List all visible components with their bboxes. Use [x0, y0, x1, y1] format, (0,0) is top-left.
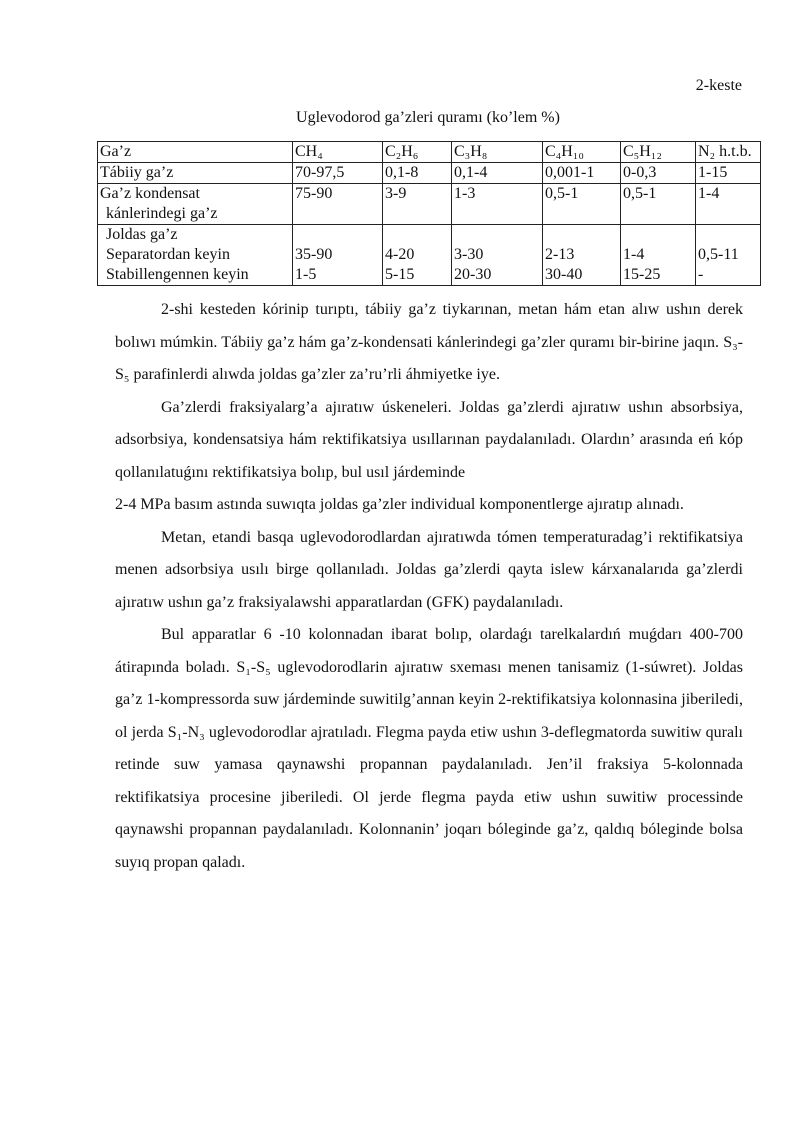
value-separator: 4-20: [385, 246, 415, 263]
cell-gas-name: Tábiiy ga’z: [98, 163, 293, 184]
value-stabilized: 1-5: [295, 266, 317, 283]
value-separator: 2-13: [545, 246, 575, 263]
paragraph: Metan, etandi basqa uglevodorodlardan ajıratıwda tómen temperaturadag’i rektifikatsiya menen adsorbsiya usılı birge qollanıladı. Joldas ga’zlerdi qayta islew kárxanalarıda ga’zlerdi ajıratıw ushın ga’z fraksiyalawshi apparatlardan (GFK) paydalanıladı.: [115, 528, 743, 611]
paragraph: 2-4 MPa basım astında suwıqta joldas ga’zler individual komponentlerge ajıratıp alınadı.: [115, 496, 684, 513]
value-stabilized: 30-40: [545, 266, 583, 283]
table-row: [98, 184, 761, 225]
value-stabilized: 15-25: [623, 266, 661, 283]
gas-name-line: Ga’z kondensat: [100, 185, 200, 202]
value-separator: 0,5-11: [698, 246, 739, 263]
cell-value: 0,5-1: [621, 184, 696, 225]
cell-value: 1-4: [696, 184, 761, 225]
body-text: [115, 294, 743, 879]
gas-name-line: kánlerindegi ga’z: [106, 205, 218, 222]
cell-value: 0,1-4: [452, 163, 543, 184]
paragraph: Ga’zlerdi fraksiyalarg’a ajıratıw úskeneleri. Joldas ga’zlerdi ajıratıw ushın absorbsiya, adsorbsiya, kondensatsiya hám rektifikatsiya usıllarınan paydalanıladı. Olardın’ arasında eń kóp qollanılatuǵını rektifikatsiya bolıp, bul usıl járdeminde: [115, 398, 743, 481]
cell-value: 1-15: [696, 163, 761, 184]
cell-value: [293, 225, 383, 286]
cell-value: 75-90: [293, 184, 383, 225]
cell-value: 0-0,3: [621, 163, 696, 184]
cell-gas-name: [98, 225, 293, 286]
table-row: [98, 163, 761, 184]
gas-name-line: Stabillengennen keyin: [106, 266, 249, 283]
header-c3h8: C₃H₈: [452, 142, 543, 163]
gas-name-line: Joldas ga’z: [106, 226, 178, 243]
value-separator: 1-4: [623, 246, 645, 263]
cell-value: 3-9: [383, 184, 452, 225]
gas-name-line: Separatordan keyin: [106, 246, 230, 263]
table-row: [98, 225, 761, 286]
value-stabilized: 5-15: [385, 266, 415, 283]
table-number-label: 2-keste: [695, 77, 742, 94]
cell-value: [543, 225, 621, 286]
cell-value: [383, 225, 452, 286]
header-c2h6: C₂H₆: [383, 142, 452, 163]
cell-value: 0,5-1: [543, 184, 621, 225]
paragraph: Bul apparatlar 6 -10 kolonnadan ibarat bolıp, olardaǵı tarelkalardıń muǵdarı 400-700 átirapında boladı. S₁-S₅ uglevodorodlarin ajıratıw sxeması menen tanisamiz (1-súwret). Joldas ga’z 1-kompressorda suw járdeminde suwitilg’annan keyin 2-rektifikatsiya kolonnasina jiberiledi, ol jerda S₁-N₃ uglevodorodlar ajratıladı. Flegma payda etiw ushın 3-deflegmatorda suwitiw quralı retinde suw yamasa qaynawshi propannan paydalanıladı. Jen’il fraksiya 5-kolonnada rektifikatsiya procesine jiberiledi. Ol jerde flegma payda etiw ushın suwitiw processinde qaynawshi propannan paydalanıladı. Kolonnanin’ joqarı bóleginde ga’z, qaldıq bóleginde bolsa suyıq propan qaladı.: [115, 626, 743, 871]
value-separator: 3-30: [454, 246, 484, 263]
header-c5h12: C₅H₁₂: [621, 142, 696, 163]
cell-value: [621, 225, 696, 286]
header-n2: N₂ h.t.b.: [696, 142, 761, 163]
header-ch4: CH₄: [293, 142, 383, 163]
table-header-row: [98, 142, 761, 163]
cell-value: 70-97,5: [293, 163, 383, 184]
cell-value: [452, 225, 543, 286]
header-gas: Ga’z: [98, 142, 293, 163]
gas-composition-table: [97, 141, 761, 286]
table-caption: Uglevodorod ga’zleri quramı (ko’lem %): [296, 109, 560, 126]
paragraph: 2-shi kesteden kórinip turıptı, tábiiy ga’z tiykarınan, metan hám etan alıw ushın derek bolıwı múmkin. Tábiiy ga’z hám ga’z-kondensati kánlerindegi ga’zler quramı bir-birine jaqın. S₃-S₅ parafinlerdi alıwda joldas ga’zler za’ru’rli áhmiyetke iye.: [115, 301, 743, 383]
header-c4h10: C₄H₁₀: [543, 142, 621, 163]
cell-value: 0,1-8: [383, 163, 452, 184]
value-separator: 35-90: [295, 246, 333, 263]
cell-value: 1-3: [452, 184, 543, 225]
value-stabilized: -: [698, 266, 704, 283]
cell-value: 0,001-1: [543, 163, 621, 184]
value-stabilized: 20-30: [454, 266, 492, 283]
cell-value: [696, 225, 761, 286]
cell-gas-name: [98, 184, 293, 225]
